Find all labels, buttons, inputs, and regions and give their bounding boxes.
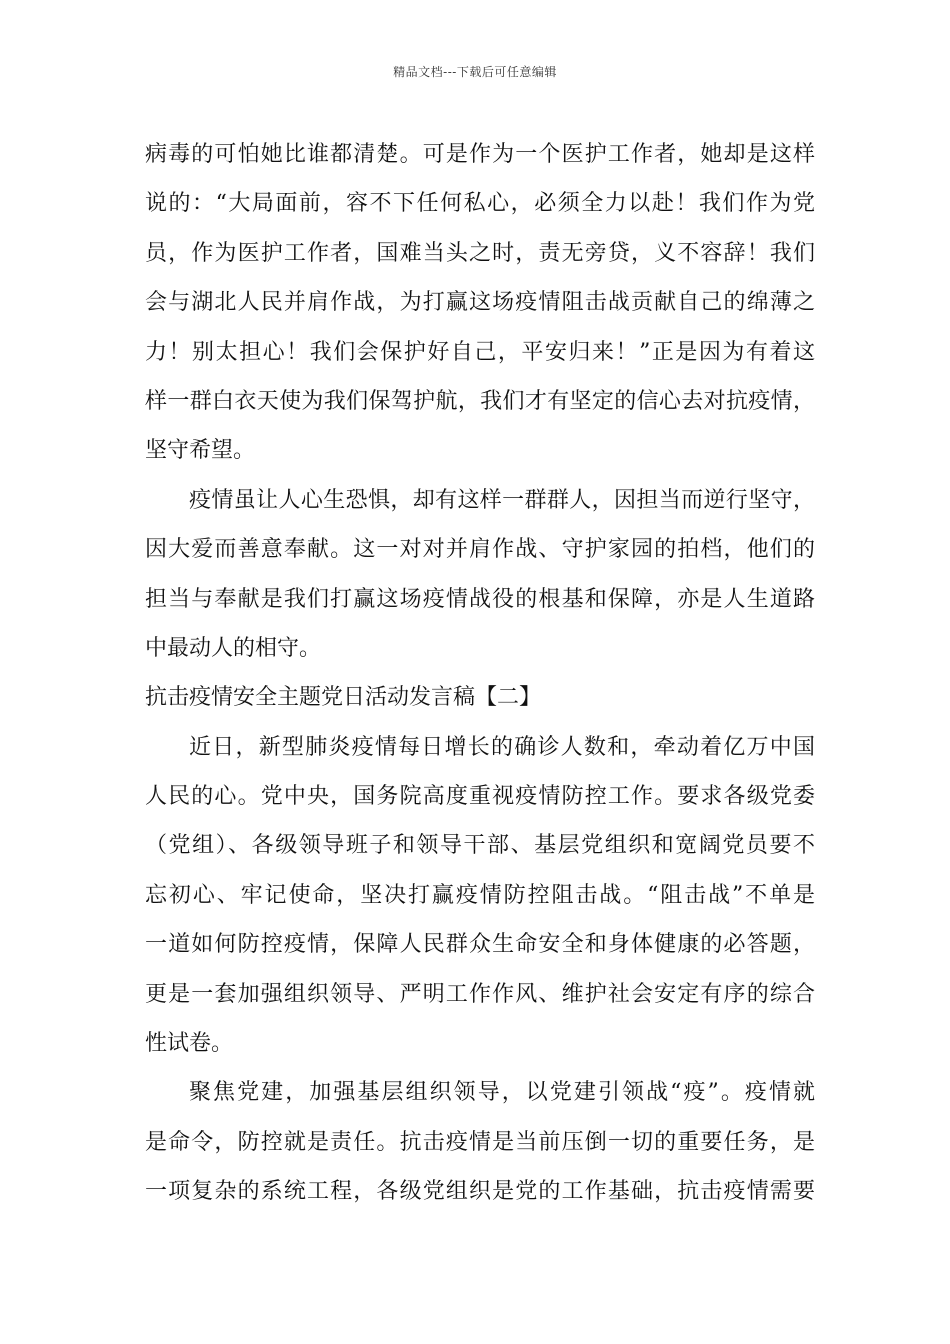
- paragraph: [145, 476, 815, 674]
- text-line: （党组）、各级领导班子和领导干部、基层党组织和宽阔党员要不: [145, 833, 815, 859]
- heading-text: 抗击疫情安全主题党日活动发言稿【二】: [145, 685, 542, 711]
- text-line: 人民的心。党中央，国务院高度重视疫情防控工作。要求各级党委: [145, 784, 815, 810]
- paragraph: [145, 1068, 815, 1216]
- text-line: 病毒的可怕她比谁都清楚。可是作为一个医护工作者，她却是这样: [145, 142, 815, 167]
- text-line: 近日，新型肺炎疫情每日增长的确诊人数和，牵动着亿万中国: [189, 734, 815, 760]
- text-line: 说的：“大局面前，容不下任何私心，必须全力以赴！我们作为党: [145, 191, 815, 217]
- text-line: 一道如何防控疫情，保障人民群众生命安全和身体健康的必答题，: [145, 932, 815, 958]
- document-body: [145, 130, 815, 1217]
- section-heading: [145, 673, 815, 722]
- text-line: 忘初心、牢记使命，坚决打赢疫情防控阻击战。“阻击战”不单是: [145, 882, 815, 908]
- text-line: 是命令，防控就是责任。抗击疫情是当前压倒一切的重要任务，是: [145, 1129, 815, 1155]
- text-line: 会与湖北人民并肩作战，为打赢这场疫情阻击战贡献自己的绵薄之: [145, 290, 815, 316]
- text-line: 中最动人的相守。: [145, 635, 322, 661]
- text-line: 力！别太担心！我们会保护好自己，平安归来！”正是因为有着这: [145, 339, 815, 365]
- text-line: 性试卷。: [145, 1031, 234, 1057]
- text-line: 更是一套加强组织领导、严明工作作风、维护社会安定有序的综合: [145, 981, 815, 1007]
- text-line: 员，作为医护工作者，国难当头之时，责无旁贷，义不容辞！我们: [145, 240, 815, 266]
- paragraph: [145, 723, 815, 1069]
- text-line: 因大爱而善意奉献。这一对对并肩作战、守护家园的拍档，他们的: [145, 537, 815, 563]
- paragraph: [145, 130, 815, 476]
- text-line: 样一群白衣天使为我们保驾护航，我们才有坚定的信心去对抗疫情，: [145, 388, 815, 414]
- text-line: 一项复杂的系统工程，各级党组织是党的工作基础，抗击疫情需要: [145, 1179, 815, 1205]
- text-line: 坚守希望。: [145, 438, 256, 464]
- page-header: 精品文档---下载后可任意编辑: [393, 65, 557, 79]
- text-line: 担当与奉献是我们打赢这场疫情战役的根基和保障，亦是人生道路: [145, 586, 815, 612]
- text-line: 聚焦党建，加强基层组织领导，以党建引领战“疫”。疫情就: [189, 1080, 815, 1106]
- text-line: 疫情虽让人心生恐惧，却有这样一群群人，因担当而逆行坚守，: [189, 487, 815, 513]
